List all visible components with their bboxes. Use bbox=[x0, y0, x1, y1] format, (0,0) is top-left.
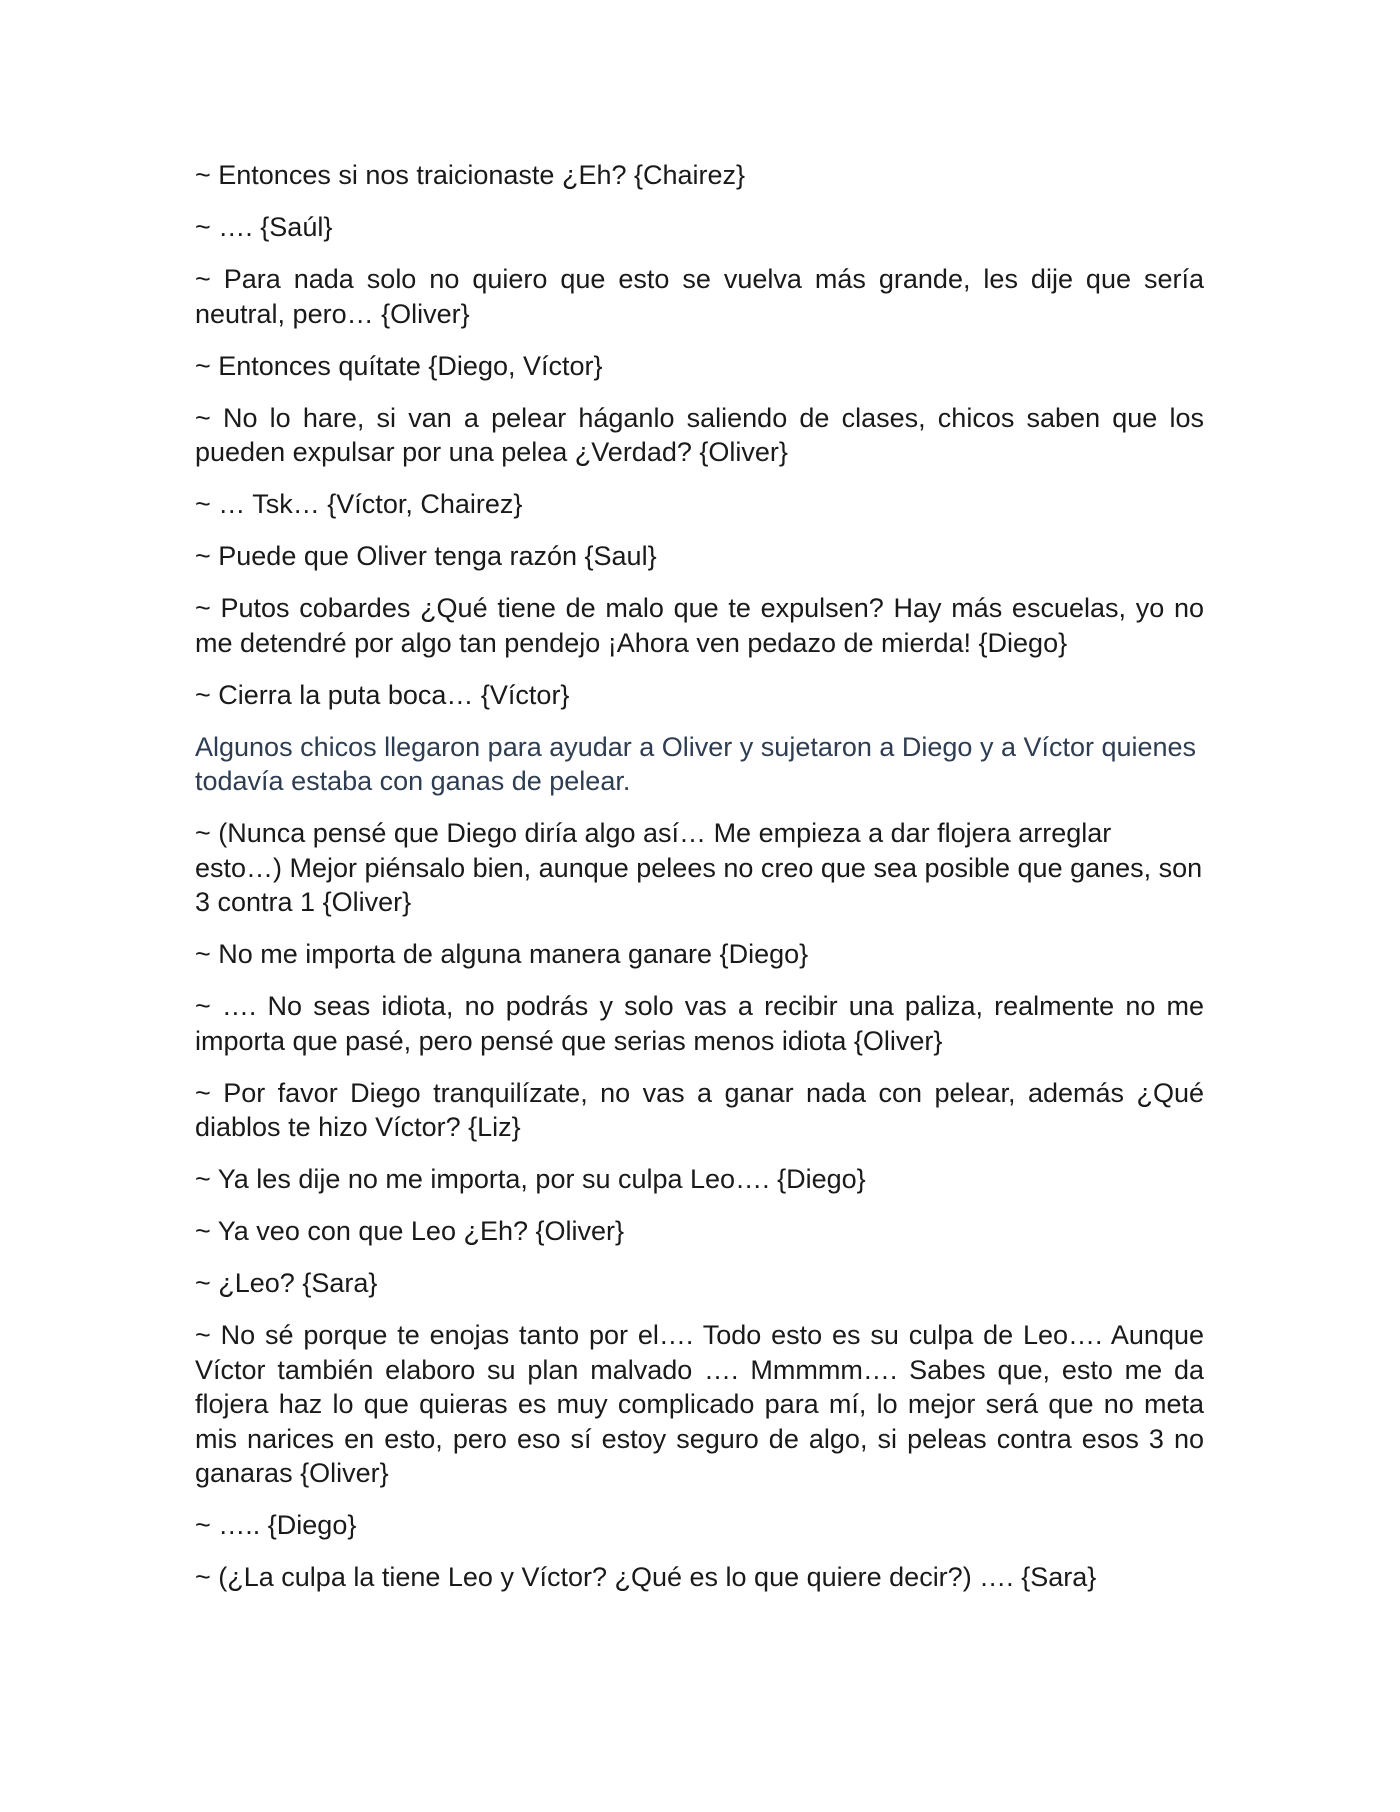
dialogue-line: ~ Ya veo con que Leo ¿Eh? {Oliver} bbox=[195, 1216, 625, 1246]
document-body bbox=[195, 158, 1204, 1612]
dialogue-line: ~ Puede que Oliver tenga razón {Saul} bbox=[195, 541, 657, 571]
dialogue-line: ~ ….. {Diego} bbox=[195, 1510, 357, 1540]
dialogue-line: ~ Ya les dije no me importa, por su culpa Leo…. {Diego} bbox=[195, 1164, 866, 1194]
dialogue-line: ~ Cierra la puta boca… {Víctor} bbox=[195, 679, 570, 710]
dialogue-line: ~ Entonces quítate {Diego, Víctor} bbox=[195, 350, 603, 381]
narration-paragraph: Algunos chicos llegaron para ayudar a Oliver y sujetaron a Diego y a Víctor quienes todavía estaba con ganas de pelear. bbox=[195, 731, 1197, 796]
dialogue-line: ~ Para nada solo no quiero que esto se vuelva más grande, les dije que sería neutral, pero… {Oliver} bbox=[195, 264, 1204, 329]
dialogue-line: ~ … Tsk… {Víctor, Chairez} bbox=[195, 489, 523, 519]
dialogue-line: ~ (Nunca pensé que Diego diría algo así… Me empieza a dar flojera arreglar esto…) Mejor piénsalo bien, aunque pelees no creo que sea posible que ganes, son 3 contra 1 {Oliver} bbox=[195, 818, 1203, 917]
dialogue-line: ~ No lo hare, si van a pelear háganlo saliendo de clases, chicos saben que los pueden expulsar por una pelea ¿Verdad? {Oliver} bbox=[195, 402, 1204, 467]
dialogue-line: ~ Entonces si nos traicionaste ¿Eh? {Chairez} bbox=[195, 160, 746, 190]
dialogue-line: ~ (¿La culpa la tiene Leo y Víctor? ¿Qué es lo que quiere decir?) …. {Sara} bbox=[195, 1562, 1097, 1592]
dialogue-line: ~ Putos cobardes ¿Qué tiene de malo que te expulsen? Hay más escuelas, yo no me detendré por algo tan pendejo ¡Ahora ven pedazo de mierda! {Diego} bbox=[195, 593, 1204, 658]
dialogue-line: ~ No me importa de alguna manera ganare {Diego} bbox=[195, 939, 809, 969]
dialogue-line: ~ …. No seas idiota, no podrás y solo vas a recibir una paliza, realmente no me importa que pasé, pero pensé que serias menos idiota {Oliver} bbox=[195, 991, 1204, 1056]
dialogue-line: ~ No sé porque te enojas tanto por el…. Todo esto es su culpa de Leo…. Aunque Víctor también elaboro su plan malvado …. Mmmmm…. Sabes que, esto me da flojera haz lo que quieras es muy complicado para mí, lo mejor será que no meta mis narices en esto, pero eso sí estoy seguro de algo, si peleas contra esos 3 no ganaras {Oliver} bbox=[195, 1320, 1204, 1488]
dialogue-line: ~ ¿Leo? {Sara} bbox=[195, 1268, 378, 1298]
dialogue-line: ~ Por favor Diego tranquilízate, no vas a ganar nada con pelear, además ¿Qué diablos te hizo Víctor? {Liz} bbox=[195, 1077, 1204, 1142]
dialogue-line: ~ …. {Saúl} bbox=[195, 212, 333, 242]
